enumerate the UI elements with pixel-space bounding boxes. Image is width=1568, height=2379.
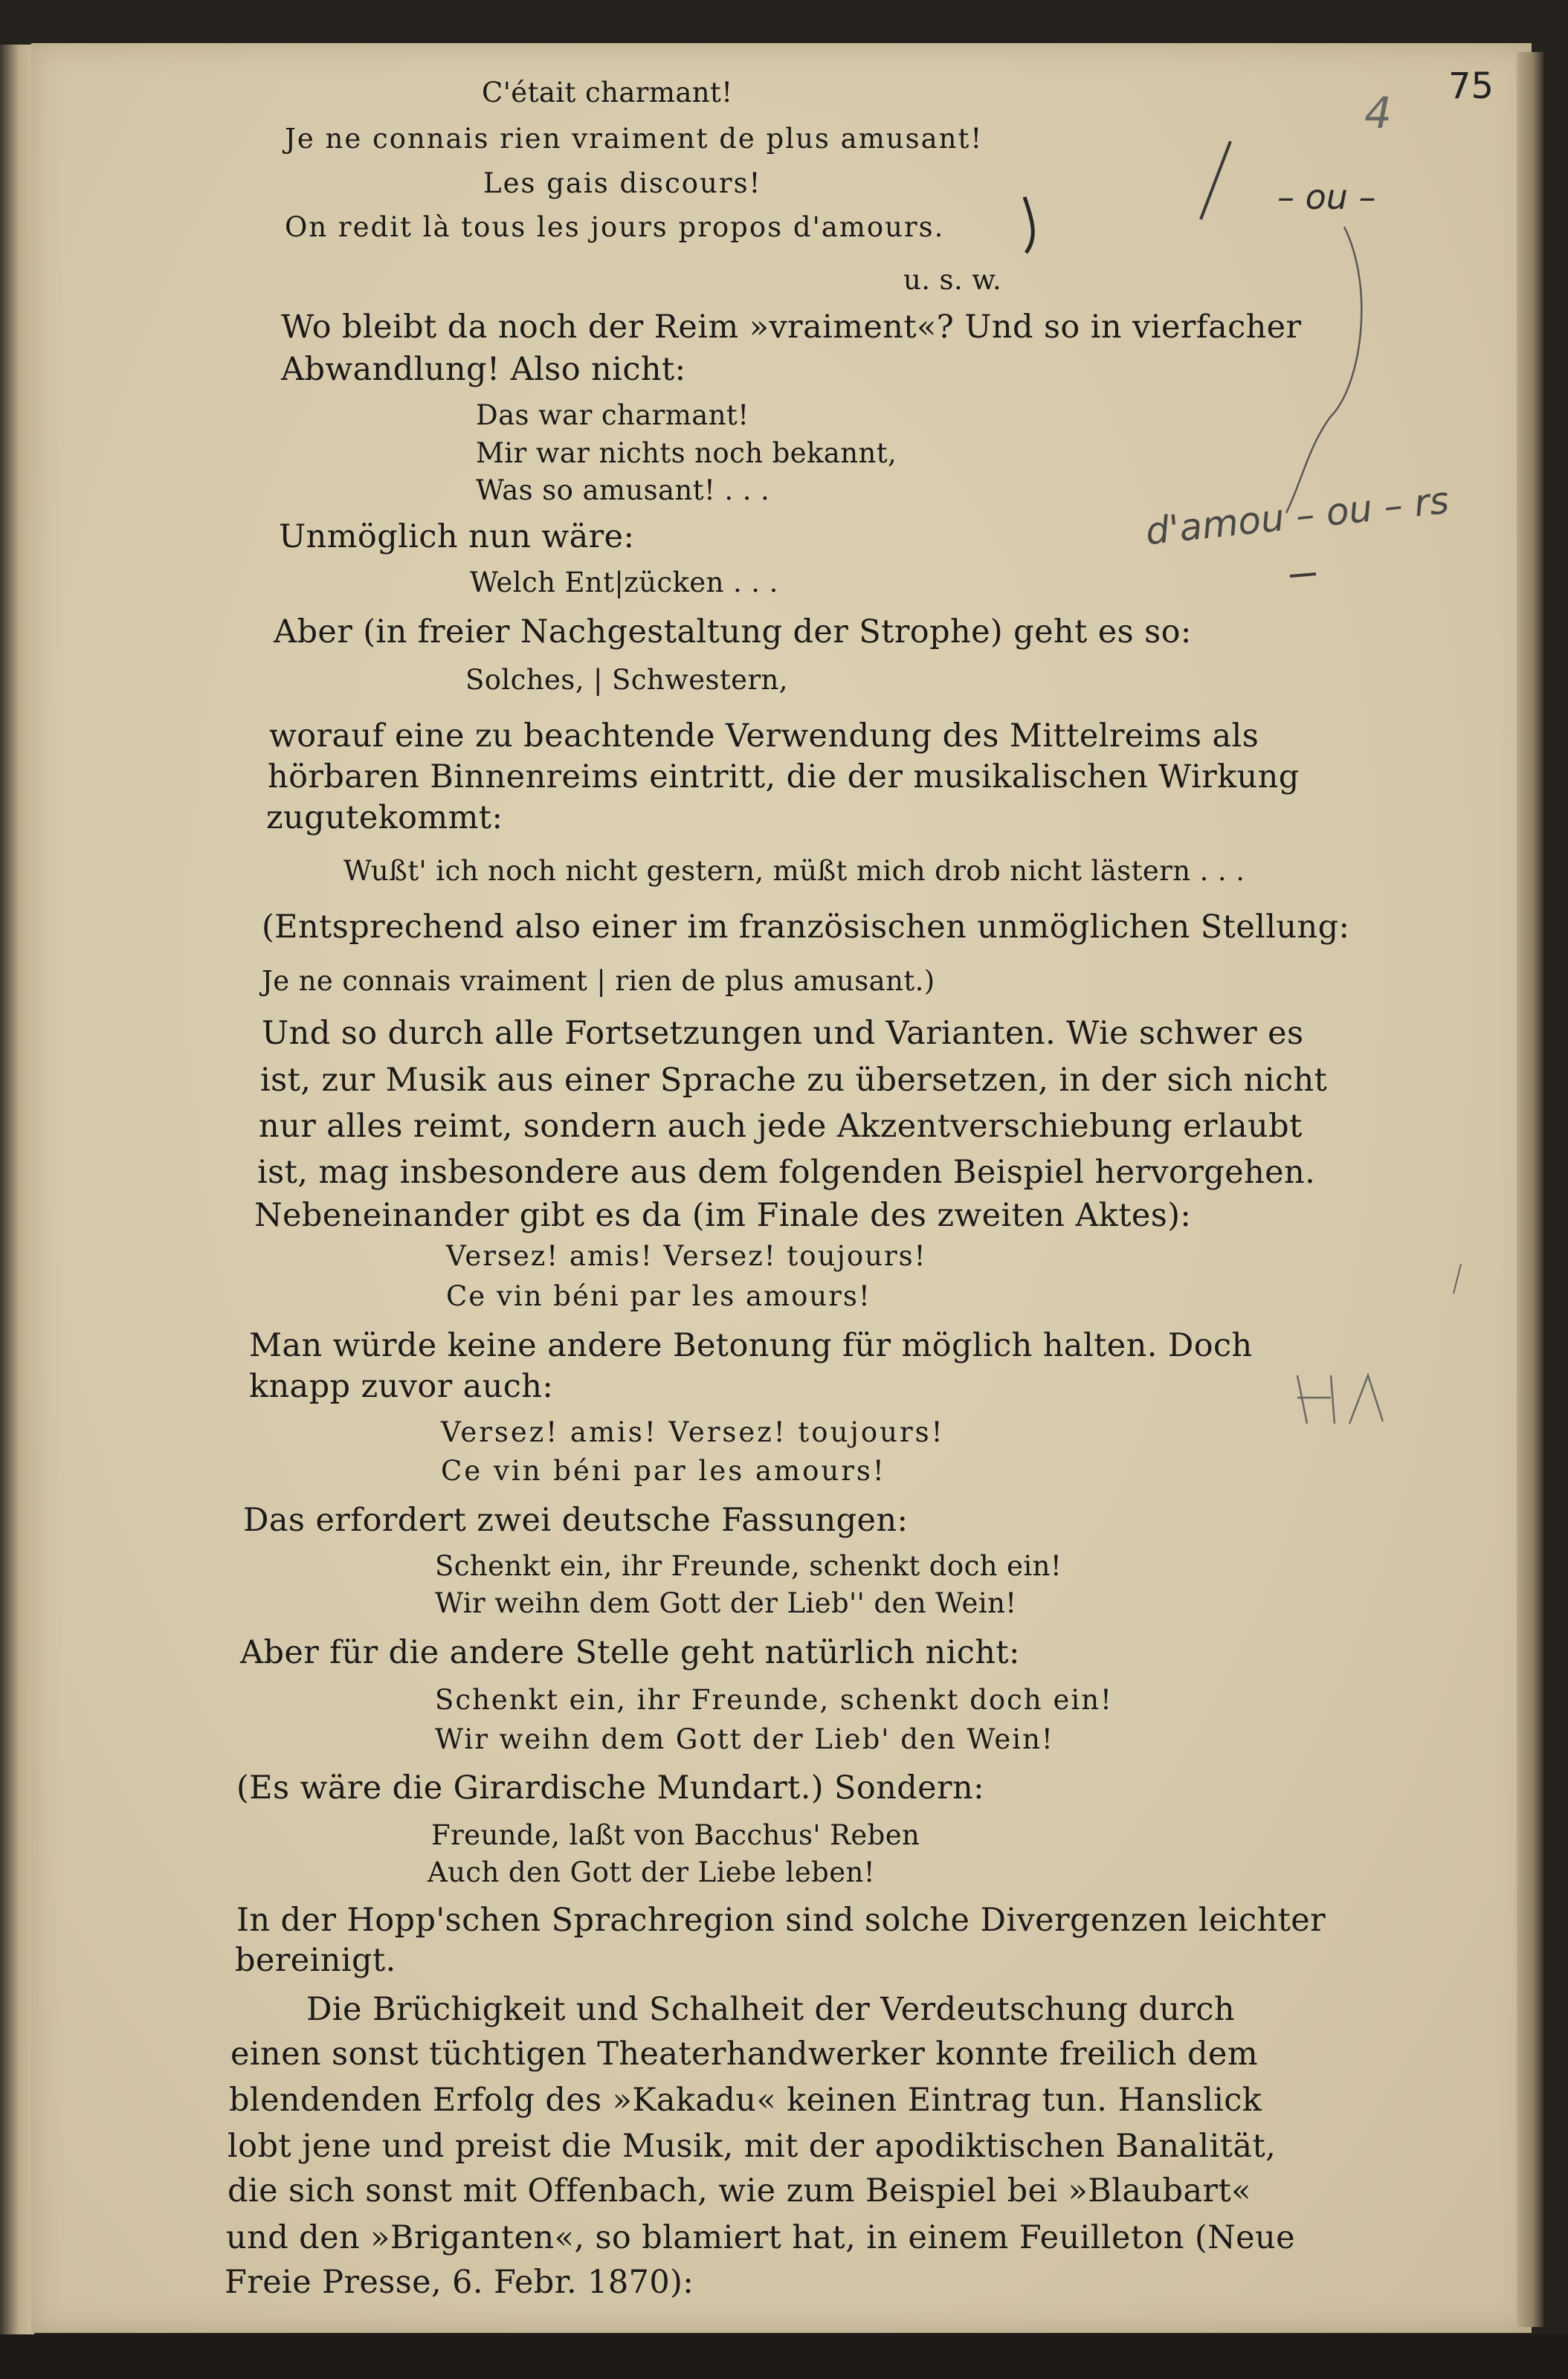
text-line: worauf eine zu beachtende Verwendung des Mittelreims als <box>269 717 1259 755</box>
text-line: Freunde, laßt von Bacchus' Reben <box>431 1819 920 1851</box>
text-line: ist, zur Musik aus einer Sprache zu übersetzen, in der sich nicht <box>260 1062 1328 1099</box>
text-line: Je ne connais vraiment | rien de plus amusant.) <box>262 965 935 997</box>
text-line: Je ne connais rien vraiment de plus amusant! <box>285 123 984 155</box>
text-line: Das erfordert zwei deutsche Fassungen: <box>243 1502 909 1539</box>
page-number: 75 <box>1448 65 1494 107</box>
text-line: Nebeneinander gibt es da (im Finale des zweiten Aktes): <box>254 1197 1192 1234</box>
text-line: (Entsprechend also einer im französischen unmöglichen Stellung: <box>262 908 1350 946</box>
text-line: Die Brüchigkeit und Schalheit der Verdeutschung durch <box>306 1991 1235 2028</box>
pencil-underline <box>1290 574 1316 576</box>
text-line: Mir war nichts noch bekannt, <box>476 437 897 469</box>
text-line: Wo bleibt da noch der Reim »vraiment«? Und so in vierfacher <box>281 309 1302 346</box>
text-line: Wir weihn dem Gott der Lieb' den Wein! <box>435 1723 1054 1755</box>
text-line: Solches, | Schwestern, <box>465 664 788 696</box>
text-line: Schenkt ein, ihr Freunde, schenkt doch ein! <box>435 1684 1113 1716</box>
text-line: blendenden Erfolg des »Kakadu« keinen Eintrag tun. Hanslick <box>229 2082 1262 2119</box>
text-line: hörbaren Binnenreims eintritt, die der musikalischen Wirkung <box>268 758 1300 795</box>
text-line: Les gais discours! <box>483 167 762 199</box>
text-line: Abwandlung! Also nicht: <box>281 351 686 388</box>
text-line: lobt jene und preist die Musik, mit der apodiktischen Banalität, <box>228 2128 1277 2165</box>
pencil-bracket <box>1286 227 1361 513</box>
text-line: Unmöglich nun wäre: <box>279 518 635 555</box>
text-line: Ce vin béni par les amours! <box>441 1455 886 1487</box>
text-line: und den »Briganten«, so blamiert hat, in einem Feuilleton (Neue <box>226 2219 1295 2256</box>
text-line: Wir weihn dem Gott der Lieb'' den Wein! <box>435 1587 1017 1619</box>
text-line: C'était charmant! <box>482 77 733 109</box>
margin-mark-h <box>1297 1375 1383 1424</box>
text-line: zugutekommt: <box>266 799 503 836</box>
text-line: Aber für die andere Stelle geht natürlich nicht: <box>240 1634 1020 1671</box>
text-line: Das war charmant! <box>476 399 749 431</box>
text-line: Aber (in freier Nachgestaltung der Strophe) geht es so: <box>274 613 1192 651</box>
annotation-number: 4 <box>1364 88 1392 138</box>
pencil-strike <box>1025 197 1033 253</box>
text-line: Versez! amis! Versez! toujours! <box>446 1240 927 1272</box>
text-line: bereinigt. <box>235 1942 396 1979</box>
text-line: Auch den Gott der Liebe leben! <box>428 1856 876 1888</box>
pencil-tick <box>1454 1264 1461 1294</box>
text-line: Ce vin béni par les amours! <box>446 1280 871 1312</box>
annotation-margin-mark <box>1353 1383 1355 1384</box>
text-line: Versez! amis! Versez! toujours! <box>441 1416 945 1448</box>
annotation-ou: – ou – <box>1277 177 1376 217</box>
text-line: Schenkt ein, ihr Freunde, schenkt doch ein! <box>435 1550 1062 1582</box>
text-line: Wußt' ich noch nicht gestern, müßt mich drob nicht lästern . . . <box>343 855 1245 887</box>
text-line: Und so durch alle Fortsetzungen und Varianten. Wie schwer es <box>262 1015 1304 1052</box>
annotation-damours: d'amou – ou – rs <box>1143 478 1451 554</box>
text-line: Was so amusant! . . . <box>476 474 770 506</box>
text-line: knapp zuvor auch: <box>249 1368 554 1405</box>
text-line: Freie Presse, 6. Febr. 1870): <box>225 2264 694 2301</box>
text-line: einen sonst tüchtigen Theaterhandwerker konnte freilich dem <box>230 2036 1259 2073</box>
text-line: die sich sonst mit Offenbach, wie zum Beispiel bei »Blaubart« <box>228 2172 1251 2209</box>
text-line: nur alles reimt, sondern auch jede Akzentverschiebung erlaubt <box>259 1108 1303 1145</box>
text-line: ist, mag insbesondere aus dem folgenden Beispiel hervorgehen. <box>257 1154 1316 1191</box>
text-line: Welch Ent|zücken . . . <box>470 566 778 598</box>
text-line: (Es wäre die Girardische Mundart.) Sondern: <box>236 1769 984 1807</box>
text-line: On redit là tous les jours propos d'amours. <box>285 211 945 243</box>
text-line: In der Hopp'schen Sprachregion sind solche Divergenzen leichter <box>236 1902 1326 1939</box>
text-line: u. s. w. <box>903 264 1002 296</box>
text-line: Man würde keine andere Betonung für möglich halten. Doch <box>249 1327 1253 1364</box>
pencil-stroke <box>1201 141 1230 219</box>
